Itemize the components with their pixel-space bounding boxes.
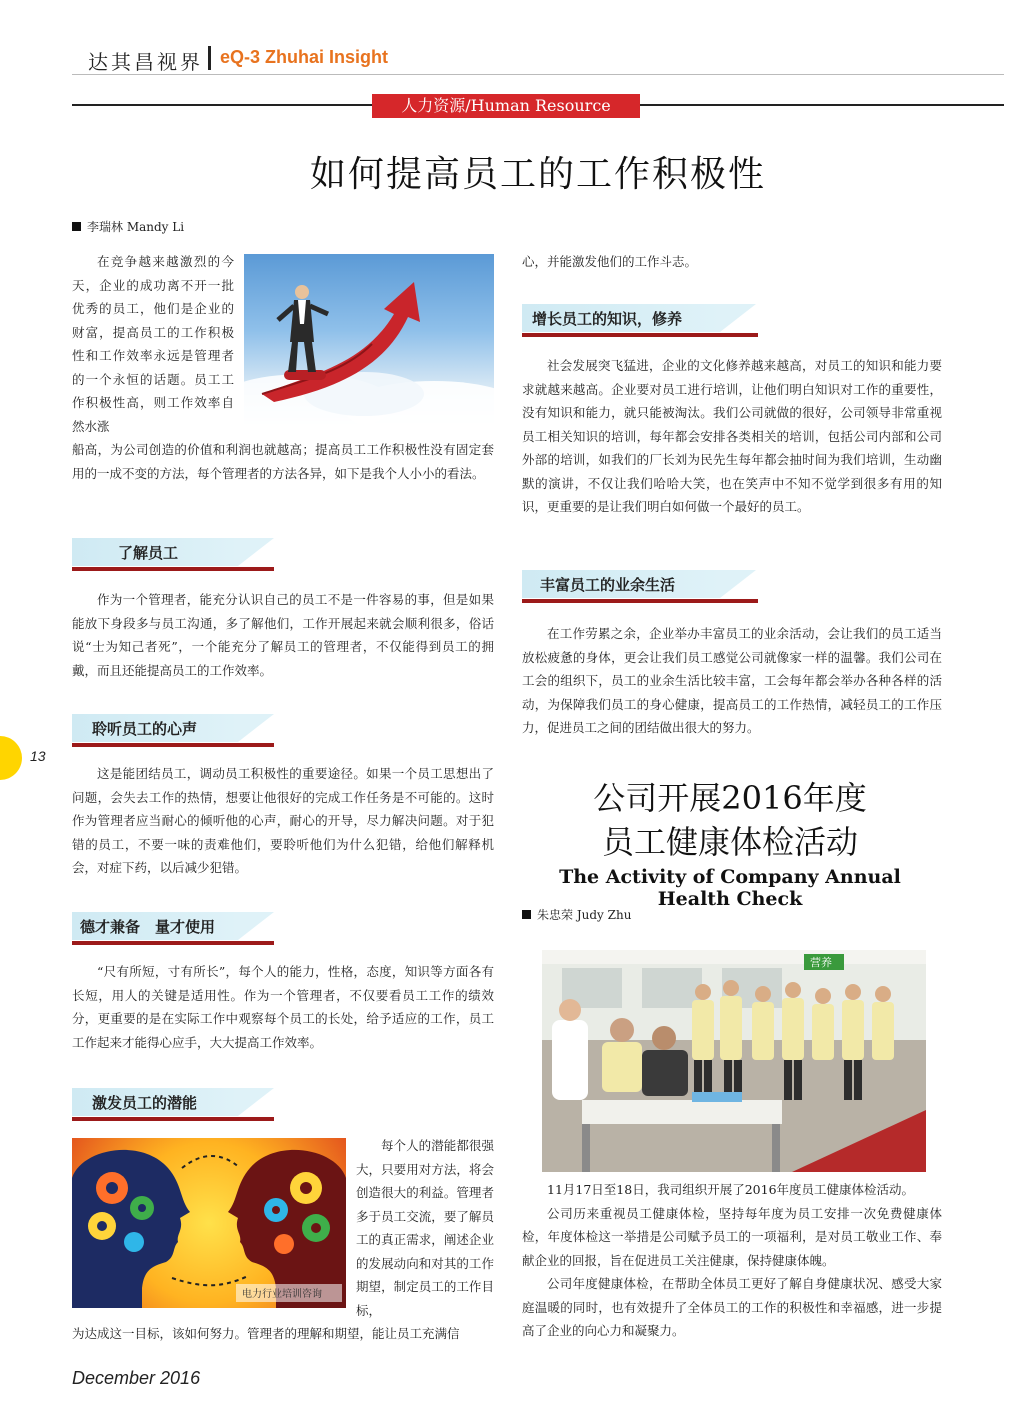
- surfing-arrow-image: [244, 254, 494, 424]
- article2-byline: [522, 906, 631, 923]
- article-byline: [72, 218, 184, 235]
- intro-narrow: 在竞争越来越激烈的今天，企业的成功离不开一批优秀的员工，他们是企业的财富，提高员工的工作积极性和工作效率永远是管理者的一个永恒的话题。员工工作积极性高，则工作效率自然水涨: [72, 254, 234, 434]
- page-number: 13: [30, 748, 46, 764]
- section-body-talent: “尺有所短，寸有所长”，每个人的能力，性格，态度，知识等方面各有长短，用人的关键是适用性。作为一个管理者，不仅要看员工工作的绩效分，更重要的是在实际工作中观察每个员工的长处，给予适应的工作，员工工作起来才能得心应手，大大提高工作效率。: [72, 964, 494, 1050]
- section-heading-listen: [72, 714, 274, 748]
- magazine-brand-cn: 达其昌视界: [88, 50, 203, 74]
- col2-lead: 心，并能激发他们的工作斗志。: [522, 254, 698, 269]
- section-heading-knowledge: [522, 304, 758, 338]
- article2-title-en: The Activity of Company Annual Health Check: [559, 866, 901, 910]
- section-heading-leisure: [522, 570, 758, 604]
- section-body-potential-narrow: 每个人的潜能都很强大，只要用对方法，将会创造很大的利益。管理者多于员工交流，要了解员工的真正需求，阐述企业的发展动向和对其的工作期望，制定员工的工作目标，: [356, 1138, 494, 1318]
- section-heading-text: 德才兼备 量才使用: [80, 918, 216, 936]
- article2-title: [520, 776, 940, 864]
- section-tag: 人力资源/Human Resource: [372, 94, 640, 118]
- intro-wide: 船高，为公司创造的价值和利润也就越高；提高员工工作积极性没有固定套用的一成不变的方法，每个管理者的方法各异，如下是我个人小小的看法。: [72, 442, 494, 481]
- article2-paragraph: 11月17日至18日，我司组织开展了2016年度员工健康体检活动。: [547, 1182, 915, 1197]
- byline-author: 李瑞林 Mandy Li: [87, 220, 185, 234]
- section-heading-understand: [72, 538, 274, 572]
- header-divider: [208, 46, 211, 70]
- photo-sign: 营养: [810, 956, 832, 969]
- header-top-rule: [72, 74, 1004, 75]
- section-heading-text: 增长员工的知识，修养: [532, 310, 683, 328]
- section-heading-text: 丰富员工的业余生活: [540, 576, 676, 594]
- article2-title-line2: 员工健康体检活动: [601, 823, 858, 861]
- magazine-brand-en: eQ-3 Zhuhai Insight: [220, 47, 389, 67]
- section-heading-talent: [72, 912, 274, 946]
- section-heading-text: 聆听员工的心声: [92, 720, 198, 738]
- health-check-photo: [542, 950, 926, 1172]
- article2-paragraph: 公司历来重视员工健康体检，坚持每年度为员工安排一次免费健康体检，年度体检这一举措是公司赋予员工的一项福利，是对员工敬业工作、奉献企业的回报，旨在促进员工关注健康，保持健康体魄。: [522, 1205, 942, 1268]
- byline-marker: [522, 910, 531, 919]
- section-body-listen: 这是能团结员工，调动员工积极性的重要途径。如果一个员工思想出了问题，会失去工作的热情，想要让他很好的完成工作任务是不可能的。这时作为管理者应当耐心的倾听他的心声，耐心的开导，尽力解决问题。对于犯错的员工，不要一味的责难他们，要聆听他们为什么犯错，给他们解释机会，对症下药，以后减少犯错。: [72, 766, 494, 875]
- section-body-potential-wide: 为达成这一目标，该如何努力。管理者的理解和期望，能让员工充满信: [72, 1326, 460, 1341]
- section-body-leisure: 在工作劳累之余，企业举办丰富员工的业余活动，会让我们的员工适当放松疲惫的身体，更会让我们员工感觉公司就像家一样的温馨。我们公司在工会的组织下，员工的业余生活比较丰富，工会每年都会举办各种各样的活动，为保障我们员工的身心健康，提高员工的工作热情，减轻员工的工作压力，促进员工之间的团结做出很大的努力。: [522, 626, 942, 735]
- section-heading-potential: [72, 1088, 274, 1122]
- image-watermark: 电力行业培训咨询: [242, 1289, 322, 1300]
- article-title: 如何提高员工的工作积极性: [309, 154, 766, 195]
- section-heading-text: 激发员工的潜能: [92, 1094, 198, 1112]
- byline-author: 朱忠荣 Judy Zhu: [537, 908, 632, 922]
- page-number-marker: [0, 736, 22, 780]
- two-heads-gears-image: [72, 1138, 346, 1308]
- section-body-understand: 作为一个管理者，能充分认识自己的员工不是一件容易的事，但是如果能放下身段多与员工沟通，多了解他们，工作开展起来就会顺利很多，俗话说“士为知己者死”，一个能充分了解员工的管理者，不仅能得到员工的拥戴，而且还能提高员工的工作效率。: [72, 592, 494, 678]
- issue-date: December 2016: [72, 1368, 201, 1388]
- article2-title-line1: 公司开展2016年度: [593, 779, 867, 817]
- section-heading-text: 了解员工: [118, 544, 179, 562]
- article2-body: [522, 1178, 942, 1343]
- section-body-knowledge: 社会发展突飞猛进，企业的文化修养越来越高，对员工的知识和能力要求就越来越高。企业要对员工进行培训，让他们明白知识对工作的重要性，没有知识和能力，就只能被淘汰。我们公司就做的很好，公司领导非常重视员工相关知识的培训，每年都会安排各类相关的培训，包括公司内部和公司外部的培训，如我们的厂长刘为民先生每年都会抽时间为我们培训，生动幽默的演讲，不仅让我们哈哈大笑，也在笑声中不知不觉学到很多有用的知识，更重要的是让我们明白如何做一个最好的员工。: [522, 358, 942, 514]
- byline-marker: [72, 222, 81, 231]
- article2-paragraph: 公司年度健康体检，在帮助全体员工更好了解自身健康状况、感受大家庭温暖的同时，也有效提升了全体员工的工作的积极性和幸福感，进一步提高了企业的向心力和凝聚力。: [522, 1276, 942, 1338]
